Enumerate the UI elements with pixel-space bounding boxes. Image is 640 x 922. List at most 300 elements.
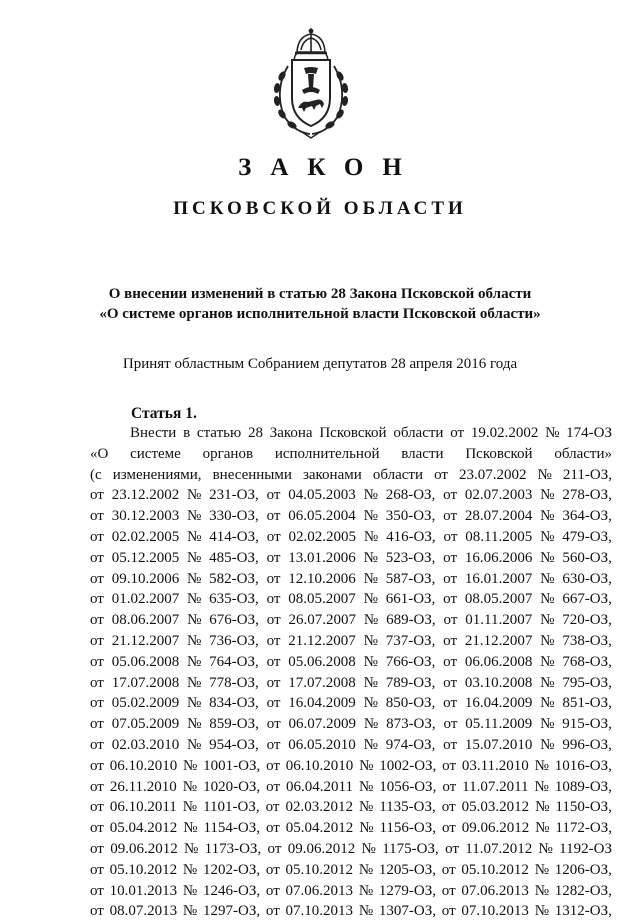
article-word: 02.02.2005 [111,528,180,545]
article-word: от [442,757,457,774]
article-word: 17.07.2008 [111,674,180,691]
article-word: 06.06.2008 [464,653,533,670]
article-word: 795-ОЗ, [562,674,612,691]
article-word: от [90,695,104,712]
article-word: № [361,840,376,857]
article-word: 1156-ОЗ, [379,820,436,837]
article-word: 23.07.2002 [458,466,527,483]
article-word: 850-ОЗ, [385,695,436,712]
article-word: 05.12.2005 [111,549,180,566]
article-word: № [534,757,549,774]
article-word: 661-ОЗ, [385,591,436,608]
article-word: № [540,632,555,649]
article-word: от [90,632,104,649]
article-word: от [443,591,458,608]
article-word: от [90,840,104,857]
article-word: 414-ОЗ, [209,528,259,545]
article-word: от [90,570,104,587]
article-word: 05.04.2012 [285,820,354,837]
article-word: № [184,840,199,857]
article-word: 01.11.2007 [465,612,533,629]
article-word: 05.06.2008 [111,653,180,670]
article-body-line [90,548,612,569]
article-word: 06.10.2010 [285,757,354,774]
article-word: от [266,612,281,629]
article-word: 1016-ОЗ, [554,757,612,774]
law-subject-line-2: «О системе органов исполнительной власти Псковской области» [99,306,541,322]
article-word: 03.11.2010 [461,757,529,774]
article-word: от [265,799,280,816]
article-word: 03.10.2008 [464,674,533,691]
article-word: области [372,466,423,483]
article-word: 778-ОЗ, [209,674,259,691]
article-word: 1002-ОЗ, [379,757,437,774]
article-word: 560-ОЗ, [562,549,612,566]
article-word: № [540,695,555,712]
article-word: Закона [269,425,313,441]
article-body-line [90,423,612,444]
article-word: 26.07.2007 [288,612,356,629]
article-word: 06.04.2011 [286,778,353,795]
article-word: Псковской [319,425,387,441]
article-word: № [187,570,202,587]
article-word: № [540,528,555,545]
article-word: № [359,820,374,837]
article-word: 1172-ОЗ, [555,820,612,837]
article-word: 1307-ОЗ, [378,903,436,920]
article-word: от [443,528,458,545]
article-word: № [363,549,378,566]
article-word: 06.07.2009 [288,716,356,733]
article-body-line [90,777,612,798]
article-word: 416-ОЗ, [386,528,436,545]
article-word: 1206-ОЗ, [554,861,612,878]
article-word: 1173-ОЗ, [204,840,262,857]
article-word: 26.11.2010 [109,778,177,795]
article-word: № [183,820,198,837]
article-body-line [90,610,612,631]
article-word: 11.07.2011 [462,778,529,795]
article-word: 676-ОЗ, [209,612,259,629]
article-word: статью [196,425,242,441]
article-word: 08.05.2007 [464,591,533,608]
article-word: 05.02.2009 [111,695,180,712]
article-word: № [358,778,374,795]
article-word: 523-ОЗ, [385,549,436,566]
article-word: от [266,632,281,649]
article-word: 1154-ОЗ, [203,820,261,837]
article-word: 635-ОЗ, [209,591,259,608]
article-word: № [187,736,202,753]
article-word: от [90,903,104,920]
article-word: Внести [130,425,177,441]
article-word: 16.01.2007 [464,570,533,587]
article-word: № [363,653,378,670]
article-word: от [441,820,456,837]
article-word: 09.10.2006 [111,570,180,587]
article-word: Псковской [465,445,533,462]
article-word: от [90,487,104,504]
article-word: 28.07.2004 [464,508,533,525]
article-word: 766-ОЗ, [385,653,436,670]
article-word: 09.06.2012 [110,840,178,857]
article-word: изменениями, [112,466,202,483]
article-word: 05.10.2012 [109,861,178,878]
article-word: от [266,570,281,587]
article-word: 231-ОЗ, [209,487,259,504]
article-body-line [90,569,612,590]
article-body-line [90,735,612,756]
article-body-line [90,444,612,465]
article-word: № [359,757,374,774]
article-body-line [90,652,612,673]
article-word: от [90,591,104,608]
law-title: ЗАКОН [238,154,421,181]
article-word: № [363,528,379,545]
article-word: от [90,799,104,816]
article-word: 1205-ОЗ, [378,861,436,878]
article-word: 15.07.2010 [464,736,533,753]
article-body-line [90,901,612,922]
article-word: от [266,716,281,733]
article-word: 30.12.2003 [111,508,180,525]
article-word: от [266,695,281,712]
article-word: № [358,861,374,878]
article-word: № [363,612,379,629]
article-word: 1056-ОЗ, [379,778,437,795]
article-word: № [187,674,202,691]
article-word: № [187,695,202,712]
article-word: 07.10.2013 [285,903,354,920]
article-word: 736-ОЗ, [209,632,259,649]
article-word: 02.03.2012 [285,799,353,816]
article-word: от [90,508,104,525]
article-word: № [363,591,378,608]
article-word: № [187,508,202,525]
article-word: № [534,903,550,920]
article-word: № [182,882,198,899]
article-word: от [266,736,281,753]
article-word: 268-ОЗ, [385,487,436,504]
article-body-line [90,881,612,902]
article-word: от [90,736,104,753]
article-word: 06.05.2010 [288,736,356,753]
article-word: № [540,591,555,608]
article-word: от [266,487,281,504]
adoption-note: Принят областным Собранием депутатов 28 апреля 2016 года [122,356,518,372]
article-word: 05.04.2012 [109,820,178,837]
article-word: от [90,612,104,629]
article-word: № [540,570,555,587]
article-word: № [363,674,378,691]
article-body-line [90,485,612,506]
article-word: № [187,612,202,629]
article-word: 859-ОЗ, [209,716,259,733]
law-subject-line-1: О внесении изменений в статью 28 Закона Псковской области [108,286,532,302]
article-word: № [363,716,379,733]
article-word: от [443,674,458,691]
article-word: № [182,799,198,816]
article-body-line [90,506,612,527]
article-word: от [90,653,104,670]
article-word: 873-ОЗ, [386,716,436,733]
article-word: 06.05.2004 [288,508,356,525]
article-word: 05.06.2008 [288,653,356,670]
article-word: области [393,425,444,441]
article-word: органов [202,445,254,462]
article-body-line [90,714,612,735]
article-word: 587-ОЗ, [385,570,436,587]
article-word: 1020-ОЗ, [203,778,261,795]
article-word: 768-ОЗ, [562,653,612,670]
article-word: № [183,757,198,774]
article-word: от [265,882,280,899]
article-word: 364-ОЗ, [562,508,612,525]
article-word: 07.06.2013 [461,882,529,899]
article-word: 915-ОЗ, [562,716,612,733]
article-word: 834-ОЗ, [209,695,259,712]
article-word: № [534,882,550,899]
article-word: № [358,882,374,899]
article-word: № [363,487,378,504]
article-word: 08.07.2013 [109,903,178,920]
article-word: 350-ОЗ, [385,508,436,525]
article-word: № [540,674,555,691]
article-body-line [90,693,612,714]
article-word: 1279-ОЗ, [378,882,436,899]
article-word: 1001-ОЗ, [203,757,261,774]
article-word: 05.03.2012 [461,799,530,816]
article-word: от [90,716,104,733]
article-word: 1246-ОЗ, [203,882,261,899]
article-word: 09.06.2012 [461,820,530,837]
article-word: 13.01.2006 [288,549,356,566]
article-word: 1312-ОЗ, [554,903,612,920]
article-word: 17.07.2008 [288,674,356,691]
article-heading: Статья 1. [131,405,197,422]
article-word: 974-ОЗ, [385,736,436,753]
article-word: № [182,903,198,920]
article-body-line [90,797,612,818]
article-word: 21.12.2007 [464,632,533,649]
article-word: 1101-ОЗ, [203,799,260,816]
article-body-line [90,631,612,652]
article-word: от [90,820,104,837]
article-word: законами [302,466,362,483]
article-word: от [441,799,456,816]
article-word: от [90,778,104,795]
article-word: 19.02.2002 [470,425,539,441]
article-word: № [540,508,555,525]
article-word: № [540,549,555,566]
article-word: № [187,487,202,504]
article-word: № [540,736,555,753]
article-word: системе [130,445,181,462]
article-word: 06.10.2010 [109,757,178,774]
article-word: 08.06.2007 [111,612,180,629]
article-word: от [443,716,458,733]
article-word: № [182,778,198,795]
article-word: от [443,736,458,753]
article-word: 582-ОЗ, [209,570,259,587]
coat-of-arms-icon [268,28,354,140]
article-word: 05.11.2009 [465,716,533,733]
article-word: № [182,861,198,878]
article-word: 851-ОЗ, [562,695,612,712]
article-word: 04.05.2003 [288,487,356,504]
article-word: 211-ОЗ, [562,466,612,483]
article-word: 1192-ОЗ [559,840,612,857]
article-word: 479-ОЗ, [562,528,612,545]
article-word: № [538,840,553,857]
article-body-line [90,527,612,548]
article-word: 1297-ОЗ, [203,903,261,920]
article-word: 06.10.2011 [109,799,177,816]
article-word: от [443,487,458,504]
article-body-line [90,673,612,694]
article-word: от [441,903,456,920]
article-word: от [443,570,458,587]
article-word: от [450,425,465,441]
article-body-line [90,860,612,881]
article-word: 738-ОЗ, [562,632,612,649]
article-word: от [445,840,459,857]
article-word: 07.05.2009 [111,716,180,733]
article-word: № [537,466,552,483]
article-word: от [266,674,281,691]
article-word: 689-ОЗ, [386,612,436,629]
article-word: 10.01.2013 [109,882,178,899]
article-word: № [534,778,549,795]
article-word: 1089-ОЗ, [554,778,612,795]
article-word: № [363,632,378,649]
article-word: 05.10.2012 [285,861,354,878]
article-word: от [267,840,282,857]
article-word: № [540,716,555,733]
article-word: 789-ОЗ, [385,674,436,691]
article-word: № [187,591,202,608]
article-word: № [187,528,202,545]
article-word: 720-ОЗ, [562,612,612,629]
article-word: от [265,820,280,837]
article-word: 996-ОЗ, [562,736,612,753]
article-body [90,423,612,922]
article-word: от [441,882,456,899]
article-word: 07.10.2013 [461,903,529,920]
article-word: 1175-ОЗ, [382,840,439,857]
article-word: № [363,570,378,587]
article-word: власти [401,445,444,462]
article-word: 08.05.2007 [288,591,356,608]
article-word: 1202-ОЗ, [203,861,261,878]
article-word: 16.04.2009 [464,695,533,712]
article-word: от [441,861,456,878]
article-word: от [443,549,458,566]
article-word: 630-ОЗ, [562,570,612,587]
article-word: № [187,653,202,670]
article-word: 1282-ОЗ, [554,882,612,899]
article-word: от [443,632,458,649]
article-body-line [90,839,612,860]
article-word: 16.06.2006 [464,549,533,566]
article-word: от [443,695,458,712]
region-title: ПСКОВСКОЙ ОБЛАСТИ [173,198,467,219]
article-word: № [363,736,378,753]
article-body-line [90,589,612,610]
article-word: (с [90,466,102,483]
article-word: от [266,508,281,525]
article-word: от [266,528,281,545]
article-word: 667-ОЗ, [562,591,612,608]
article-word: № [535,799,550,816]
article-word: 07.06.2013 [285,882,354,899]
article-word: от [90,549,104,566]
article-body-line [90,465,612,486]
article-word: № [540,612,555,629]
article-word: 1135-ОЗ, [379,799,436,816]
article-word: 21.12.2007 [111,632,180,649]
article-word: от [266,778,281,795]
article-word: 05.10.2012 [461,861,529,878]
law-subject [0,284,640,324]
article-word: 02.07.2003 [464,487,533,504]
article-word: 12.10.2006 [288,570,356,587]
article-word: внесенными [212,466,292,483]
article-word: 330-ОЗ, [209,508,259,525]
article-word: № [540,487,555,504]
article-word: 954-ОЗ, [209,736,259,753]
article-word: исполнительной [274,445,380,462]
article-word: 485-ОЗ, [209,549,259,566]
article-word: № [187,632,202,649]
article-word: области» [554,445,612,462]
article-word: от [90,757,104,774]
article-word: 1150-ОЗ, [555,799,612,816]
article-word: № [535,820,550,837]
article-word: № [358,799,374,816]
article-word: от [265,903,280,920]
article-word: от [90,882,104,899]
article-word: № [540,653,555,670]
article-word: № [545,425,560,441]
article-word: от [443,653,458,670]
article-word: от [443,508,458,525]
article-word: от [434,466,448,483]
article-word: от [443,612,458,629]
article-word: 02.02.2005 [288,528,356,545]
article-word: 174-ОЗ [566,425,612,441]
article-word: от [266,653,281,670]
article-word: 16.04.2009 [288,695,356,712]
article-word: 764-ОЗ, [209,653,259,670]
article-word: № [363,695,378,712]
article-body-line [90,756,612,777]
article-word: 01.02.2007 [111,591,180,608]
article-word: № [534,861,550,878]
article-word: «О [90,445,109,462]
article-word: от [266,591,281,608]
article-word: 02.03.2010 [111,736,180,753]
article-word: 28 [247,425,263,441]
article-word: 737-ОЗ, [385,632,436,649]
article-word: от [266,757,280,774]
article-word: 23.12.2002 [111,487,180,504]
article-word: 08.11.2005 [465,528,533,545]
article-word: от [442,778,457,795]
article-word: 278-ОЗ, [562,487,612,504]
article-word: от [90,674,104,691]
article-word: от [90,528,104,545]
